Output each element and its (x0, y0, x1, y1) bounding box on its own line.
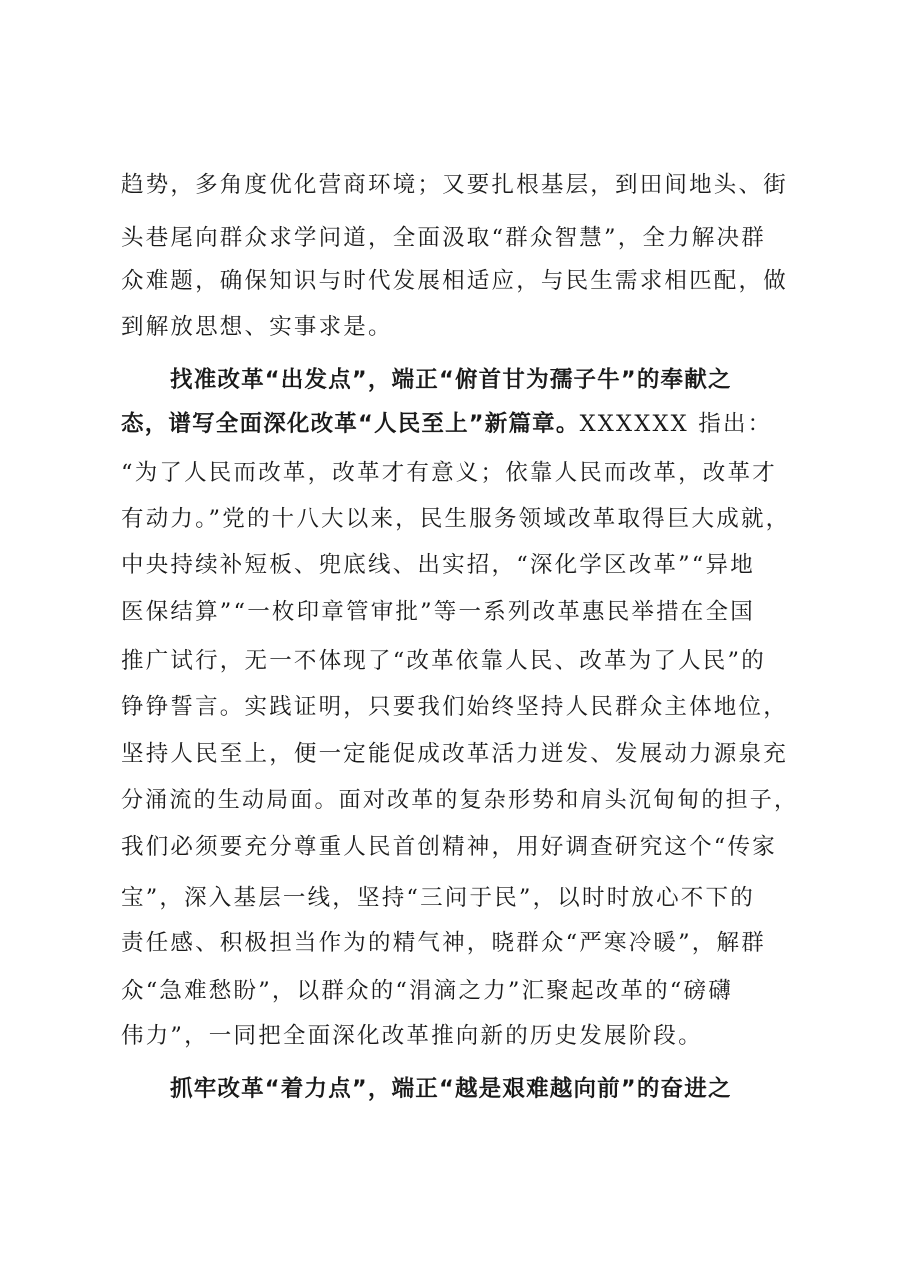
paragraph-line (0, 165, 909, 205)
paragraph-line (0, 827, 909, 867)
line-text: 宝”，深入基层一线，坚持“三问于民”，以时时放心不下的 (121, 885, 755, 911)
line-text: “为了人民而改革，改革才有意义；依靠人民而改革，改革才 (121, 460, 777, 486)
heading-text: 找准改革“出发点”，端正“俯首甘为孺子牛”的奉献之 (170, 367, 732, 393)
line-text: 众“急难愁盼”，以群众的“涓滴之力”汇聚起改革的“磅礴 (121, 978, 733, 1004)
heading-text: 抓牢改革“着力点”，端正“越是艰难越向前”的奋进之 (170, 1076, 732, 1102)
paragraph-line (0, 971, 909, 1011)
heading-text: 态，谱写全面深化改革“人民至上”新篇章。 (121, 411, 580, 437)
paragraph-line (0, 307, 909, 347)
line-text: 铮铮誓言。实践证明，只要我们始终坚持人民群众主体地位， (121, 694, 788, 720)
paragraph-line (0, 734, 909, 774)
paragraph-line (0, 592, 909, 632)
paragraph-line (0, 687, 909, 727)
line-text: 坚持人民至上，便一定能促成改革活力迸发、发展动力源泉充 (121, 741, 788, 767)
line-text: 有动力。”党的十八大以来，民生服务领域改革取得巨大成就， (121, 506, 791, 532)
paragraph-line (0, 878, 909, 918)
paragraph-line (0, 923, 909, 963)
line-text: 我们必须要充分尊重人民首创精神，用好调查研究这个“传家 (121, 834, 777, 860)
paragraph-line (0, 781, 909, 821)
paragraph-line (0, 453, 909, 493)
line-text: 趋势，多角度优化营商环境；又要扎根基层，到田间地头、街 (121, 172, 788, 198)
line-text: 分涌流的生动局面。面对改革的复杂形势和肩头沉甸甸的担子， (121, 788, 799, 813)
paragraph-line (0, 404, 909, 444)
line-text: 众难题，确保知识与时代发展相适应，与民生需求相匹配，做 (121, 268, 788, 294)
line-text: 伟力”，一同把全面深化改革推向新的历史发展阶段。 (121, 1023, 703, 1049)
line-text: 医保结算”“一枚印章管审批”等一系列改革惠民举措在全国 (121, 599, 755, 625)
section-heading-line (0, 360, 909, 400)
line-text: XXXXXX 指出： (579, 411, 773, 437)
section-heading-line (0, 1069, 909, 1109)
line-text: 头巷尾向群众求学问道，全面汲取“群众智慧”，全力解决群 (121, 225, 766, 251)
paragraph-line (0, 218, 909, 258)
line-text: 到解放思想、实事求是。 (121, 314, 393, 340)
paragraph-line (0, 1016, 909, 1056)
paragraph-line (0, 545, 909, 585)
paragraph-line (0, 499, 909, 539)
line-text: 责任感、积极担当作为的精气神，晓群众“严寒冷暖”，解群 (121, 930, 766, 956)
paragraph-line (0, 261, 909, 301)
line-text: 推广试行，无一不体现了“改革依靠人民、改革为了人民”的 (121, 648, 766, 674)
paragraph-line (0, 641, 909, 681)
line-text: 中央持续补短板、兜底线、出实招，“深化学区改革”“异地 (121, 552, 755, 578)
